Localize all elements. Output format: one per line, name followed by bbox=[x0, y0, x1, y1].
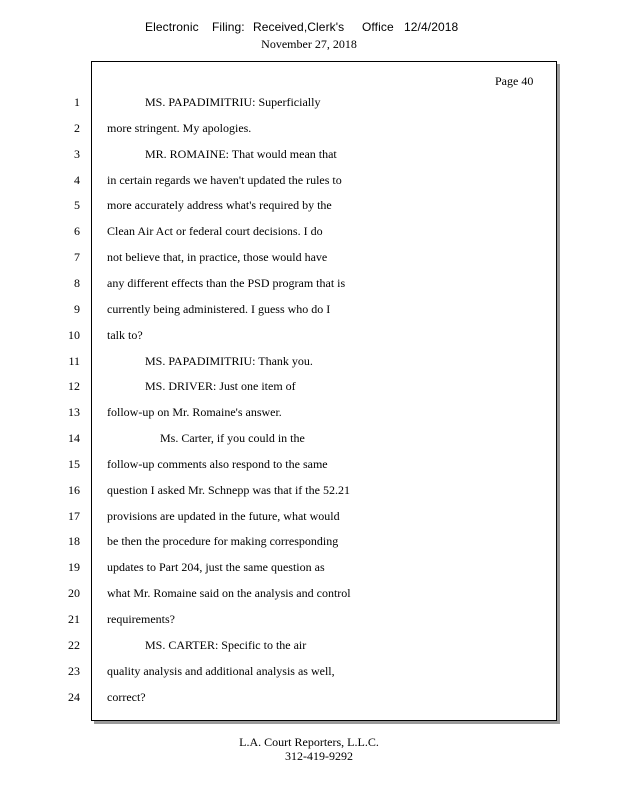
line-number: 21 bbox=[68, 612, 80, 626]
stamp-electronic: Electronic bbox=[145, 20, 199, 34]
line-number: 15 bbox=[68, 457, 80, 471]
line-number: 8 bbox=[74, 276, 80, 290]
transcript-line: follow-up on Mr. Romaine's answer. bbox=[107, 405, 282, 419]
line-number: 7 bbox=[74, 250, 80, 264]
transcript-line: MS. DRIVER: Just one item of bbox=[145, 379, 296, 393]
footer-company: L.A. Court Reporters, L.L.C. bbox=[239, 735, 379, 749]
line-number: 3 bbox=[74, 147, 80, 161]
footer-phone: 312-419-9292 bbox=[285, 749, 353, 763]
transcript-line: MS. PAPADIMITRIU: Thank you. bbox=[145, 354, 313, 368]
transcript-line: question I asked Mr. Schnepp was that if the 52.21 bbox=[107, 483, 350, 497]
line-number: 6 bbox=[74, 224, 80, 238]
transcript-line: Clean Air Act or federal court decisions. I do bbox=[107, 224, 323, 238]
transcript-line: provisions are updated in the future, what would bbox=[107, 509, 340, 523]
line-number: 9 bbox=[74, 302, 80, 316]
transcript-line: quality analysis and additional analysis as well, bbox=[107, 664, 335, 678]
line-number: 4 bbox=[74, 173, 80, 187]
page-number: Page 40 bbox=[495, 74, 534, 88]
transcript-line: MS. PAPADIMITRIU: Superficially bbox=[145, 95, 321, 109]
line-number: 22 bbox=[68, 638, 80, 652]
stamp-date: 12/4/2018 bbox=[404, 20, 459, 34]
line-number: 10 bbox=[68, 328, 80, 342]
line-number: 14 bbox=[68, 431, 80, 445]
line-number: 23 bbox=[68, 664, 80, 678]
line-number: 24 bbox=[68, 690, 80, 704]
line-number: 20 bbox=[68, 586, 80, 600]
line-number: 18 bbox=[68, 534, 80, 548]
stamp-received: Received,Clerk's bbox=[253, 20, 345, 34]
transcript-line: requirements? bbox=[107, 612, 175, 626]
transcript-line: currently being administered. I guess who do I bbox=[107, 302, 331, 316]
transcript-line: not believe that, in practice, those would have bbox=[107, 250, 328, 264]
transcript-line: updates to Part 204, just the same question as bbox=[107, 560, 325, 574]
line-number: 2 bbox=[74, 121, 80, 135]
transcript-line: be then the procedure for making corresponding bbox=[107, 534, 339, 548]
line-number: 16 bbox=[68, 483, 80, 497]
line-number: 13 bbox=[68, 405, 80, 419]
transcript-line: MS. CARTER: Specific to the air bbox=[145, 638, 307, 652]
transcript-line: more stringent. My apologies. bbox=[107, 121, 252, 135]
line-number: 11 bbox=[68, 354, 80, 368]
transcript-line: talk to? bbox=[107, 328, 143, 342]
line-number: 17 bbox=[68, 509, 80, 523]
line-number: 12 bbox=[68, 379, 80, 393]
transcript-line: more accurately address what's required by the bbox=[107, 198, 332, 212]
transcript-line: correct? bbox=[107, 690, 146, 704]
stamp-office: Office bbox=[362, 20, 394, 34]
transcript-line: any different effects than the PSD program that is bbox=[107, 276, 346, 290]
line-number: 19 bbox=[68, 560, 80, 574]
transcript-line: in certain regards we haven't updated the rules to bbox=[107, 173, 342, 187]
transcript-line: what Mr. Romaine said on the analysis and control bbox=[107, 586, 351, 600]
transcript-line: Ms. Carter, if you could in the bbox=[160, 431, 305, 445]
filed-date: November 27, 2018 bbox=[261, 37, 357, 51]
line-number: 1 bbox=[74, 95, 80, 109]
line-number: 5 bbox=[74, 198, 80, 212]
stamp-filing: Filing: bbox=[212, 20, 245, 34]
transcript-line: MR. ROMAINE: That would mean that bbox=[145, 147, 337, 161]
transcript-line: follow-up comments also respond to the same bbox=[107, 457, 328, 471]
